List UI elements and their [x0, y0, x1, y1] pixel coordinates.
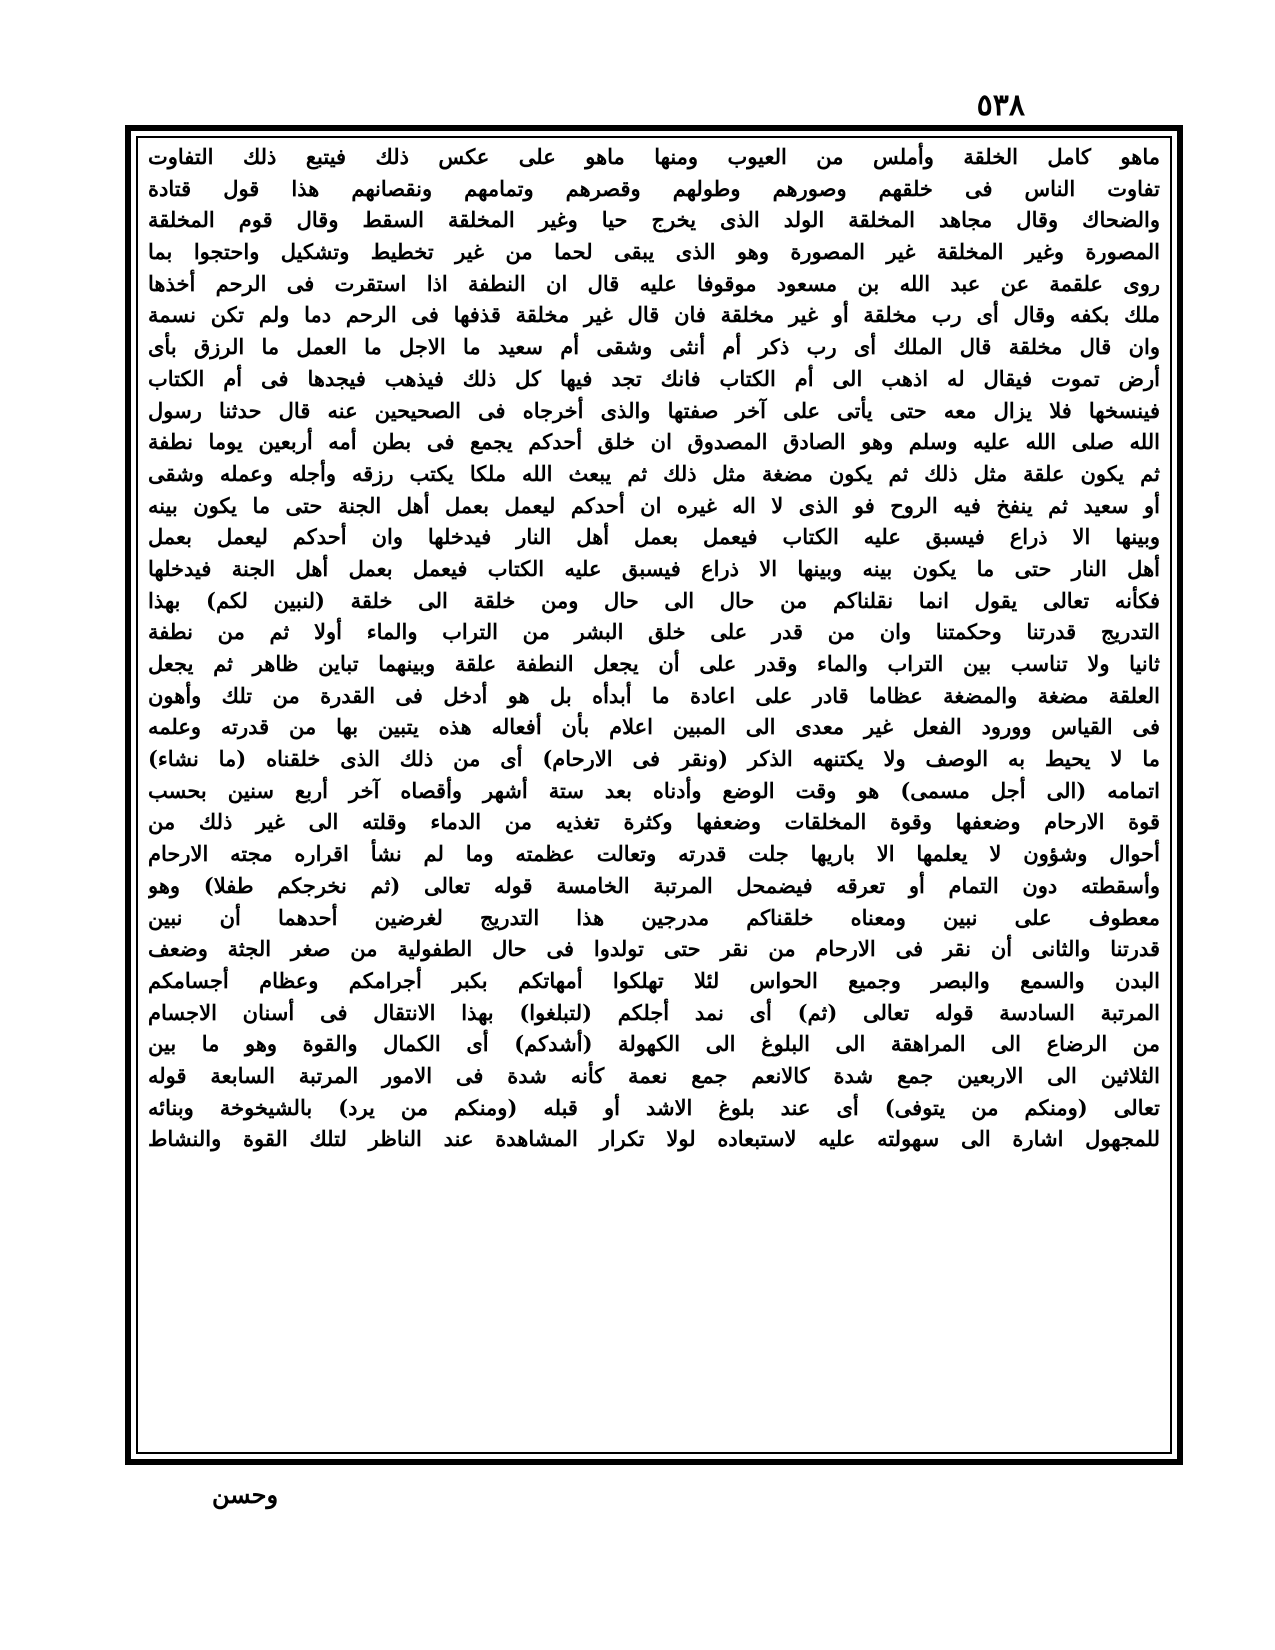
- text-line: من الرضاع الى المراهقة الى البلوغ الى الكهولة (أشدكم) أى الكمال والقوة وهو ما بين: [148, 1031, 1160, 1057]
- text-line: فينسخها فلا يزال معه حتى يأتى على آخر صفتها والذى أخرجاه فى الصحيحين عنه قال حدثنا رسول: [148, 397, 1160, 423]
- text-line: والضحاك وقال مجاهد المخلقة الولد الذى يخرج حيا وغير المخلقة السقط وقال قوم المخلقة: [148, 207, 1160, 233]
- text-line: روى علقمة عن عبد الله بن مسعود موقوفا عليه قال ان النطفة اذا استقرت فى الرحم أخذها: [148, 270, 1160, 296]
- text-line: أحوال وشؤون لا يعلمها الا باريها جلت قدرته وتعالت عظمته وما لم نشأ اقراره مجته الارحام: [148, 841, 1160, 867]
- text-line: اتمامه (الى أجل مسمى) هو وقت الوضع وأدناه بعد ستة أشهر وأقصاه آخر أربع سنين بحسب: [148, 777, 1160, 803]
- text-line: فى القياس وورود الفعل غير معدى الى المبين اعلام بأن أفعاله هذه يتبين بها من قدرته وعلمه: [148, 714, 1160, 740]
- text-line: للمجهول اشارة الى سهولته عليه لاستبعاده لولا تكرار المشاهدة عند الناظر لتلك القوة والنشاط: [148, 1126, 1160, 1152]
- text-line: قدرتنا والثانى أن نقر فى الارحام من نقر حتى تولدوا فى حال الطفولية من صغر الجثة وضعف: [148, 936, 1160, 962]
- text-line: الله صلى الله عليه وسلم وهو الصادق المصدوق ان خلق أحدكم يجمع فى بطن أمه أربعين يوما نطفة: [148, 429, 1160, 455]
- text-line: وأسقطته دون التمام أو تعرقه فيضمحل المرتبة الخامسة قوله تعالى (ثم نخرجكم طفلا) وهو: [148, 872, 1160, 898]
- text-line: تعالى (ومنكم من يتوفى) أى عند بلوغ الاشد أو قبله (ومنكم من يرد) بالشيخوخة وبنائه: [148, 1094, 1160, 1120]
- text-line: ملك بكفه وقال أى رب مخلقة أو غير مخلقة فان قال غير مخلقة قذفها فى الرحم دما ولم تكن نسمة: [148, 302, 1160, 328]
- catchword: وحسن: [212, 1480, 279, 1509]
- text-body: [148, 141, 1160, 1441]
- text-line: أهل النار حتى ما يكون بينه وبينها الا ذراع فيسبق عليه الكتاب فيعمل بعمل أهل الجنة فيدخلها: [148, 555, 1160, 581]
- text-line: التدريج قدرتنا وحكمتنا وان من قدر على خلق البشر من التراب والماء أولا ثم من نطفة: [148, 619, 1160, 645]
- text-line: أو سعيد ثم ينفخ فيه الروح فو الذى لا اله غيره ان أحدكم ليعمل بعمل أهل الجنة حتى ما يكون بينه: [148, 492, 1160, 518]
- text-line: فكأنه تعالى يقول انما نقلناكم من حال الى حال ومن خلقة الى خلقة (لنبين لكم) بهذا: [148, 587, 1160, 613]
- text-line: وان قال مخلقة قال الملك أى رب ذكر أم أنثى وشقى أم سعيد ما الاجل ما العمل ما الرزق بأى: [148, 334, 1160, 360]
- text-line: ما لا يحيط به الوصف ولا يكتنهه الذكر (ونقر فى الارحام) أى من ذلك الذى خلقناه (ما نشاء): [148, 746, 1160, 772]
- text-line: وبينها الا ذراع فيسبق عليه الكتاب فيعمل بعمل أهل النار فيدخلها وان أحدكم ليعمل بعمل: [148, 524, 1160, 550]
- text-line: معطوف على نبين ومعناه خلقناكم مدرجين هذا التدريج لغرضين أحدهما أن نبين: [148, 904, 1160, 930]
- text-line: المرتبة السادسة قوله تعالى (ثم) أى نمد أجلكم (لتبلغوا) بهذا الانتقال فى أسنان الاجسام: [148, 999, 1160, 1025]
- text-line: المصورة وغير المخلقة غير المصورة وهو الذى يبقى لحما من غير تخطيط وتشكيل واحتجوا بما: [148, 239, 1160, 265]
- text-line: ثانيا ولا تناسب بين التراب والماء وقدر على أن يجعل النطفة علقة وبينهما تباين ظاهر ثم يجعل: [148, 651, 1160, 676]
- text-line: تفاوت الناس فى خلقهم وصورهم وطولهم وقصرهم وتمامهم ونقصانهم هذا قول قتادة: [148, 175, 1160, 201]
- text-line: قوة الارحام وضعفها وقوة المخلقات وضعفها وكثرة تغذيه من الدماء وقلته الى غير ذلك من: [148, 809, 1160, 835]
- text-line: ماهو كامل الخلقة وأملس من العيوب ومنها ماهو على عكس ذلك فيتبع ذلك التفاوت: [148, 144, 1160, 169]
- text-line: ثم يكون علقة مثل ذلك ثم يكون مضغة مثل ذلك ثم يبعث الله ملكا يكتب رزقه وأجله وعمله وشقى: [148, 460, 1160, 486]
- text-line: البدن والسمع والبصر وجميع الحواس لئلا تهلكوا أمهاتكم بكبر أجرامكم وعظام أجسامكم: [148, 967, 1160, 993]
- text-line: الثلاثين الى الاربعين جمع شدة كالانعم جمع نعمة كأنه شدة فى الامور المرتبة السابعة قوله: [148, 1062, 1160, 1088]
- page-number: ٥٣٨: [976, 88, 1025, 123]
- text-line: أرض تموت فيقال له اذهب الى أم الكتاب فانك تجد فيها كل ذلك فيذهب فيجدها فى أم الكتاب: [148, 365, 1160, 391]
- text-line: العلقة مضغة والمضغة عظاما قادر على اعادة ما أبدأه بل هو أدخل فى القدرة من تلك وأهون: [148, 682, 1160, 708]
